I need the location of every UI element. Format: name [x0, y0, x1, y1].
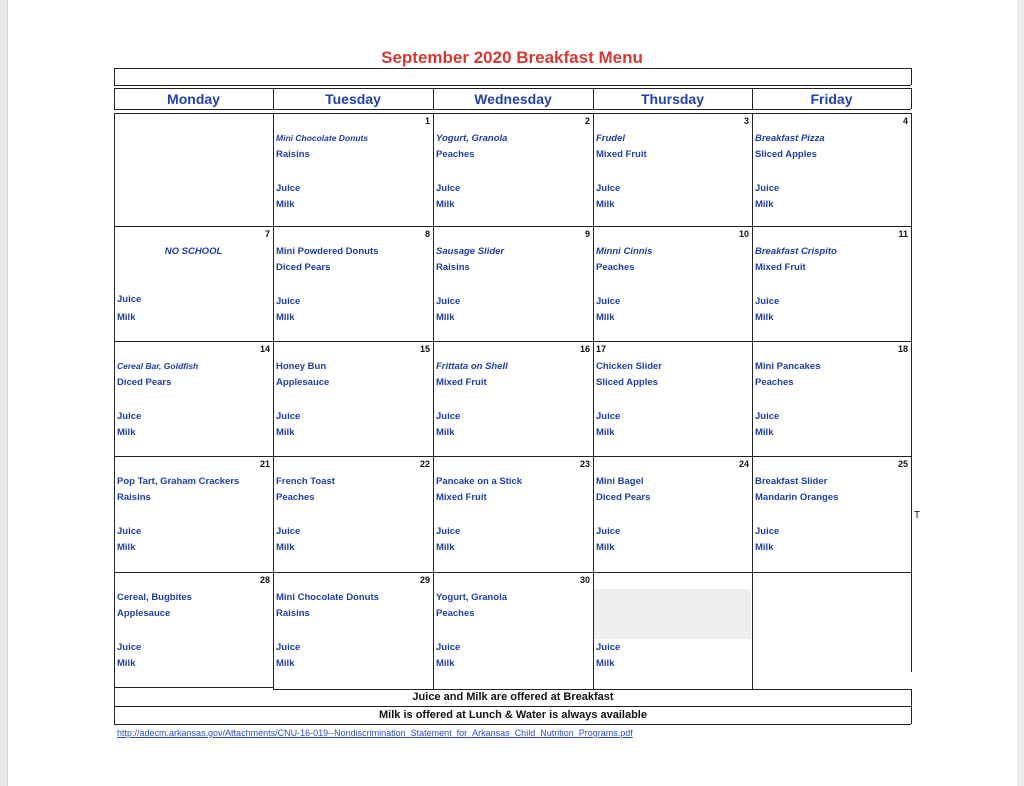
menu-item: Juice [436, 411, 461, 422]
day-number: 23 [579, 459, 590, 469]
menu-item: Juice [276, 642, 301, 653]
menu-item: Breakfast Pizza [755, 133, 825, 144]
page-edge-right [1017, 0, 1024, 786]
grid-line [114, 68, 115, 85]
day-header-wednesday: Wednesday [474, 91, 552, 107]
menu-item: Raisins [117, 492, 151, 503]
day-header-friday: Friday [810, 91, 853, 107]
menu-item: French Toast [276, 476, 335, 487]
menu-item: Cereal Bar, Goldfish [117, 361, 199, 371]
menu-item: Juice [436, 183, 461, 194]
grid-line [114, 724, 911, 725]
day-number: 28 [259, 575, 270, 585]
menu-item: Raisins [276, 149, 310, 160]
menu-item: Yogurt, Granola [436, 133, 508, 144]
day-number: 18 [897, 344, 908, 354]
menu-item: Pop Tart, Graham Crackers [117, 476, 240, 487]
menu-item: Yogurt, Granola [436, 592, 508, 603]
menu-item: Juice [276, 526, 301, 537]
menu-item: Applesauce [276, 377, 330, 388]
menu-item: Raisins [276, 608, 310, 619]
menu-item: Peaches [276, 492, 315, 503]
menu-item: Milk [755, 199, 774, 210]
menu-item: Milk [117, 427, 136, 438]
menu-item: Pancake on a Stick [436, 476, 523, 487]
day-number: 10 [738, 229, 749, 239]
menu-item: Frittata on Shell [436, 361, 508, 372]
stray-mark: T [914, 510, 921, 521]
day-number: 16 [579, 344, 590, 354]
menu-item: Diced Pears [596, 492, 651, 503]
grid-line [114, 572, 911, 573]
menu-item: Milk [436, 199, 455, 210]
grid-line [114, 113, 115, 689]
menu-item: Minni Cinnis [596, 246, 653, 257]
menu-item: Juice [117, 411, 142, 422]
menu-item: Juice [755, 296, 780, 307]
menu-item: Raisins [436, 262, 470, 273]
menu-item: Mixed Fruit [596, 149, 647, 160]
no-school-label: NO SCHOOL [164, 246, 223, 257]
menu-item: Peaches [755, 377, 794, 388]
day-number: 24 [738, 459, 749, 469]
menu-item: Juice [276, 296, 301, 307]
day-number: 2 [584, 116, 590, 126]
day-number: 7 [264, 229, 270, 239]
menu-item: Juice [436, 526, 461, 537]
day-header-monday: Monday [167, 91, 220, 107]
grid-line [114, 341, 911, 342]
menu-item: Milk [436, 658, 455, 669]
menu-item: Juice [596, 411, 621, 422]
grid-line [911, 88, 912, 109]
menu-item: Milk [596, 427, 615, 438]
day-number: 25 [897, 459, 908, 469]
grid-line [273, 113, 274, 689]
day-number: 11 [898, 229, 908, 239]
menu-item: Juice [596, 183, 621, 194]
menu-item: Milk [436, 542, 455, 553]
menu-item: Frudel [596, 133, 626, 144]
nondiscrimination-link[interactable]: http://adecm.arkansas.gov/Attachments/CNU-16-019--Nondiscrimination_Statement_for_Arkansas_Child_Nutrition_Programs.pdf [117, 728, 633, 738]
menu-item: Juice [276, 411, 301, 422]
menu-item: Mixed Fruit [755, 262, 806, 273]
day-number: 22 [419, 459, 430, 469]
day-number: 1 [424, 116, 430, 126]
menu-item: Mini Bagel [596, 476, 644, 487]
day-header-tuesday: Tuesday [325, 91, 381, 107]
menu-item: Applesauce [117, 608, 171, 619]
shaded-cell [594, 589, 751, 639]
day-header-thursday: Thursday [640, 91, 704, 107]
menu-item: Milk [755, 427, 774, 438]
menu-item: Mini Powdered Donuts [276, 246, 379, 257]
menu-item: Milk [117, 542, 136, 553]
menu-item: Diced Pears [276, 262, 331, 273]
menu-item: Juice [755, 411, 780, 422]
menu-title: September 2020 Breakfast Menu [381, 48, 643, 67]
menu-item: Milk [436, 427, 455, 438]
menu-item: Juice [276, 183, 301, 194]
menu-item: Milk [117, 658, 136, 669]
day-number: 8 [424, 229, 430, 239]
day-number: 4 [902, 116, 908, 126]
menu-item: Juice [596, 642, 621, 653]
menu-item: Juice [755, 526, 780, 537]
menu-item: Mixed Fruit [436, 377, 487, 388]
day-number: 21 [259, 459, 270, 469]
menu-item: Juice [436, 296, 461, 307]
day-number: 14 [259, 344, 270, 354]
day-number: 29 [419, 575, 430, 585]
menu-item: Mini Chocolate Donuts [276, 133, 369, 143]
grid-line [911, 113, 912, 672]
note-breakfast: Juice and Milk are offered at Breakfast [412, 691, 614, 703]
menu-item: Mini Pancakes [755, 361, 821, 372]
day-number: 9 [584, 229, 590, 239]
menu-item: Honey Bun [276, 361, 327, 372]
menu-item: Juice [436, 642, 461, 653]
grid-line [114, 687, 273, 688]
menu-item: Peaches [596, 262, 635, 273]
grid-line [114, 85, 911, 86]
menu-item: Milk [276, 312, 295, 323]
grid-line [114, 113, 911, 114]
note-lunch: Milk is offered at Lunch & Water is always available [379, 709, 647, 721]
grid-line [114, 706, 911, 707]
menu-item: Milk [596, 199, 615, 210]
menu-item: Juice [117, 526, 142, 537]
menu-item: Milk [276, 542, 295, 553]
grid-line [114, 226, 911, 227]
menu-item: Sausage Slider [436, 246, 505, 257]
menu-item: Juice [596, 526, 621, 537]
menu-item: Milk [596, 658, 615, 669]
menu-item: Milk [755, 312, 774, 323]
menu-item: Juice [117, 642, 142, 653]
menu-item: Mixed Fruit [436, 492, 487, 503]
menu-item: Milk [596, 542, 615, 553]
menu-item: Cereal, Bugbites [117, 592, 192, 603]
grid-line [114, 68, 911, 69]
menu-item: Juice [596, 296, 621, 307]
day-number: 30 [579, 575, 590, 585]
grid-line [911, 68, 912, 85]
grid-line [433, 113, 434, 689]
menu-item: Milk [755, 542, 774, 553]
page-edge-left [0, 0, 8, 786]
grid-line [911, 689, 912, 724]
menu-item: Chicken Slider [596, 361, 662, 372]
menu-item: Milk [276, 427, 295, 438]
day-number: 15 [419, 344, 430, 354]
menu-item: Mandarin Oranges [755, 492, 839, 503]
menu-item: Milk [117, 312, 136, 323]
menu-item: Milk [276, 199, 295, 210]
menu-item: Juice [117, 294, 142, 305]
grid-line [752, 113, 753, 689]
menu-item: Peaches [436, 149, 475, 160]
menu-item: Juice [755, 183, 780, 194]
menu-item: Milk [276, 658, 295, 669]
grid-line [273, 689, 911, 690]
menu-item: Milk [436, 312, 455, 323]
menu-item: Peaches [436, 608, 475, 619]
menu-item: Mini Chocolate Donuts [276, 592, 379, 603]
day-number: 3 [743, 116, 749, 126]
day-number: 17 [596, 344, 607, 354]
menu-item: Breakfast Crispito [755, 246, 837, 257]
menu-item: Diced Pears [117, 377, 172, 388]
menu-item: Sliced Apples [596, 377, 658, 388]
menu-item: Breakfast Slider [755, 476, 828, 487]
menu-item: Milk [596, 312, 615, 323]
grid-line [114, 456, 911, 457]
menu-item: Sliced Apples [755, 149, 817, 160]
